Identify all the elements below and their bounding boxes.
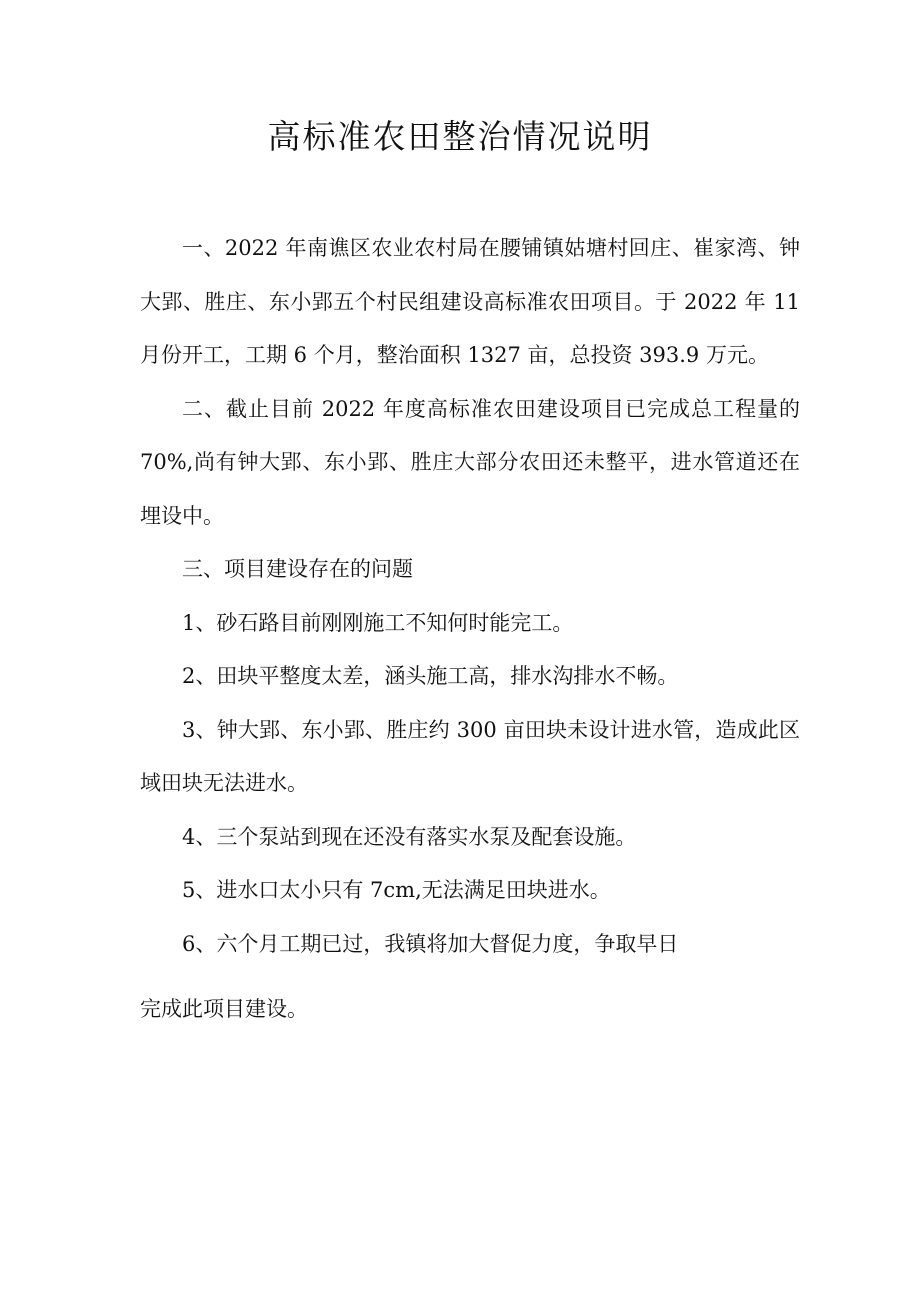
issue-item-5: 5、进水口太小只有 7cm,无法满足田块进水。	[182, 878, 611, 902]
document-title: 高标准农田整治情况说明	[267, 117, 653, 156]
issue-item-1: 1、砂石路目前刚刚施工不知何时能完工。	[182, 610, 574, 635]
issue-item-4: 4、三个泵站到现在还没有落实水泵及配套设施。	[182, 824, 637, 849]
issue-item-6: 6、六个月工期已过，我镇将加大督促力度，争取早日	[182, 931, 679, 956]
paragraph-section-1: 一、2022 年南谯区农业农村局在腰铺镇姑塘村回庄、崔家湾、钟大郢、胜庄、东小郢五个村民组建设高标准农田项目。于 2022 年 11 月份开工，工期 6 个月，整治面积 1327 亩，总投资 393.9 万元。	[140, 236, 800, 367]
paragraph-section-2: 二、截止目前 2022 年度高标准农田建设项目已完成总工程量的 70%,尚有钟大郢、东小郢、胜庄大部分农田还未整平，进水管道还在埋设中。	[140, 396, 800, 528]
paragraph-section-3-heading: 三、项目建设存在的问题	[182, 557, 413, 581]
issue-item-3: 3、钟大郢、东小郢、胜庄约 300 亩田块未设计进水管，造成此区域田块无法进水。	[140, 717, 800, 795]
closing-line: 完成此项目建设。	[140, 997, 308, 1021]
issue-item-2: 2、田块平整度太差，涵头施工高，排水沟排水不畅。	[182, 664, 679, 688]
document-body	[140, 222, 800, 1037]
